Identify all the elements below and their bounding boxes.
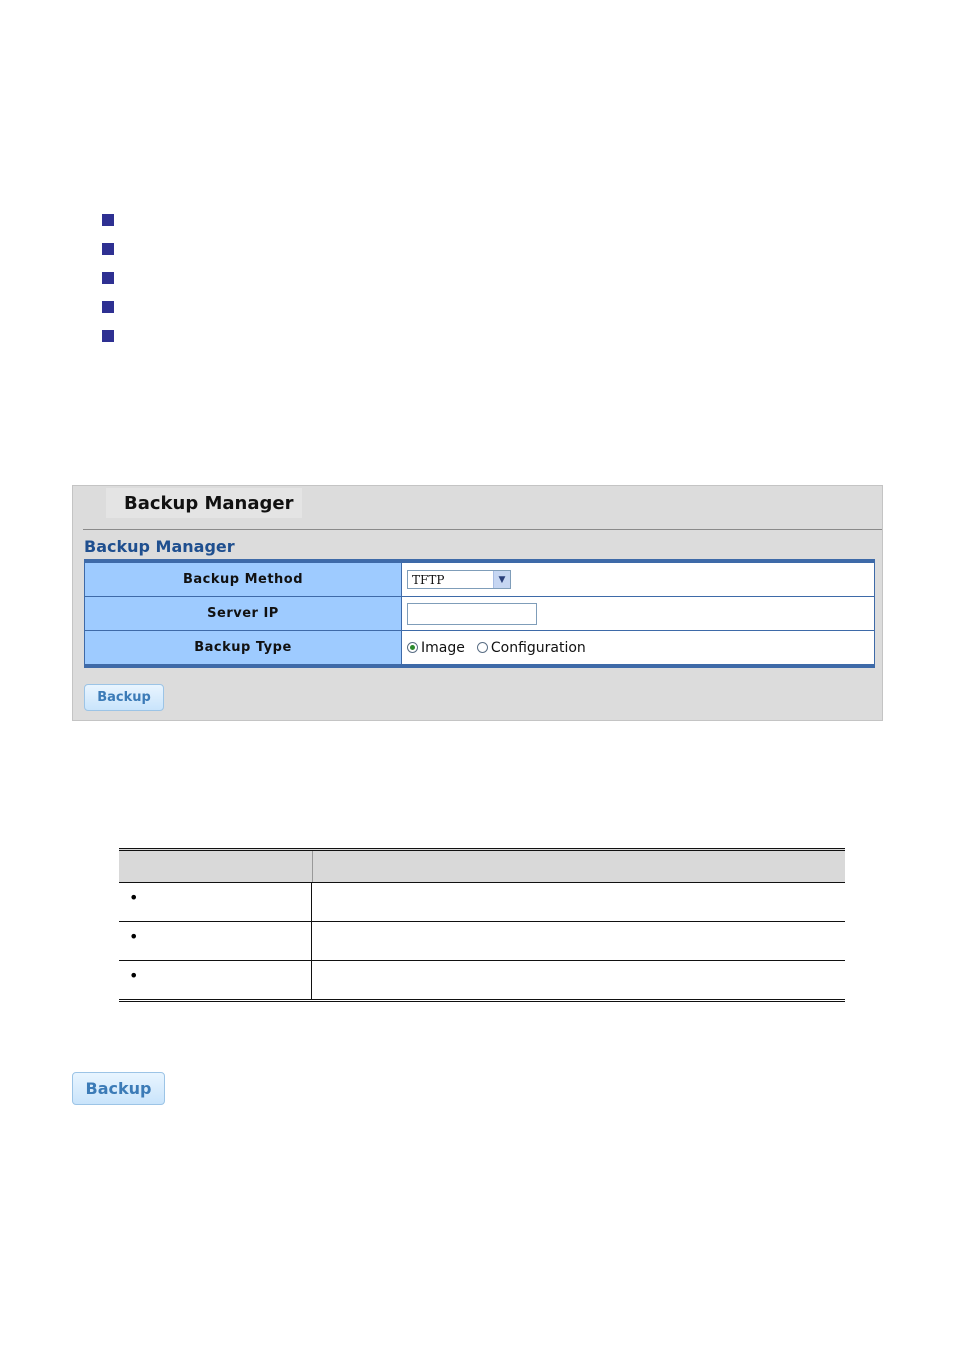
square-bullet-icon — [102, 272, 114, 284]
backup-method-value: TFTP — [412, 572, 445, 587]
radio-configuration[interactable] — [477, 642, 488, 653]
backup-method-select[interactable] — [407, 570, 511, 589]
square-bullet-icon — [102, 330, 114, 342]
bullet-list — [102, 214, 114, 359]
description-table — [119, 848, 845, 1002]
radio-image[interactable] — [407, 642, 418, 653]
table-row — [119, 882, 845, 921]
radio-configuration-label[interactable]: Configuration — [490, 639, 586, 656]
backup-form-table — [84, 559, 875, 668]
table-row — [119, 960, 845, 999]
backup-method-label: Backup Method — [85, 563, 402, 596]
form-row-server-ip — [85, 597, 874, 631]
row-bullet: • — [119, 883, 312, 921]
square-bullet-icon — [102, 214, 114, 226]
header-cell-object — [119, 851, 313, 882]
square-bullet-icon — [102, 243, 114, 255]
backup-button[interactable]: Backup — [84, 684, 164, 711]
panel-subtitle: Backup Manager — [84, 537, 235, 556]
table-header — [119, 848, 845, 882]
backup-type-cell — [402, 631, 874, 664]
table-row — [119, 921, 845, 960]
server-ip-cell — [402, 597, 874, 630]
backup-type-label: Backup Type — [85, 631, 402, 664]
radio-image-label[interactable]: Image — [421, 639, 465, 656]
server-ip-label: Server IP — [85, 597, 402, 630]
panel-tab-title: Backup Manager — [106, 488, 302, 518]
row-bullet: • — [119, 922, 312, 960]
row-bullet: • — [119, 961, 312, 999]
server-ip-input[interactable] — [407, 603, 537, 625]
form-row-backup-method — [85, 563, 874, 597]
table-bottom-rule — [119, 999, 845, 1002]
radio-selected-dot — [410, 645, 415, 650]
square-bullet-icon — [102, 301, 114, 313]
backup-manager-panel — [72, 485, 883, 721]
panel-divider — [83, 529, 882, 530]
chevron-down-icon[interactable]: ▼ — [493, 571, 510, 588]
backup-method-cell — [402, 563, 874, 596]
form-row-backup-type — [85, 631, 874, 664]
standalone-backup-button[interactable]: Backup — [72, 1072, 165, 1105]
